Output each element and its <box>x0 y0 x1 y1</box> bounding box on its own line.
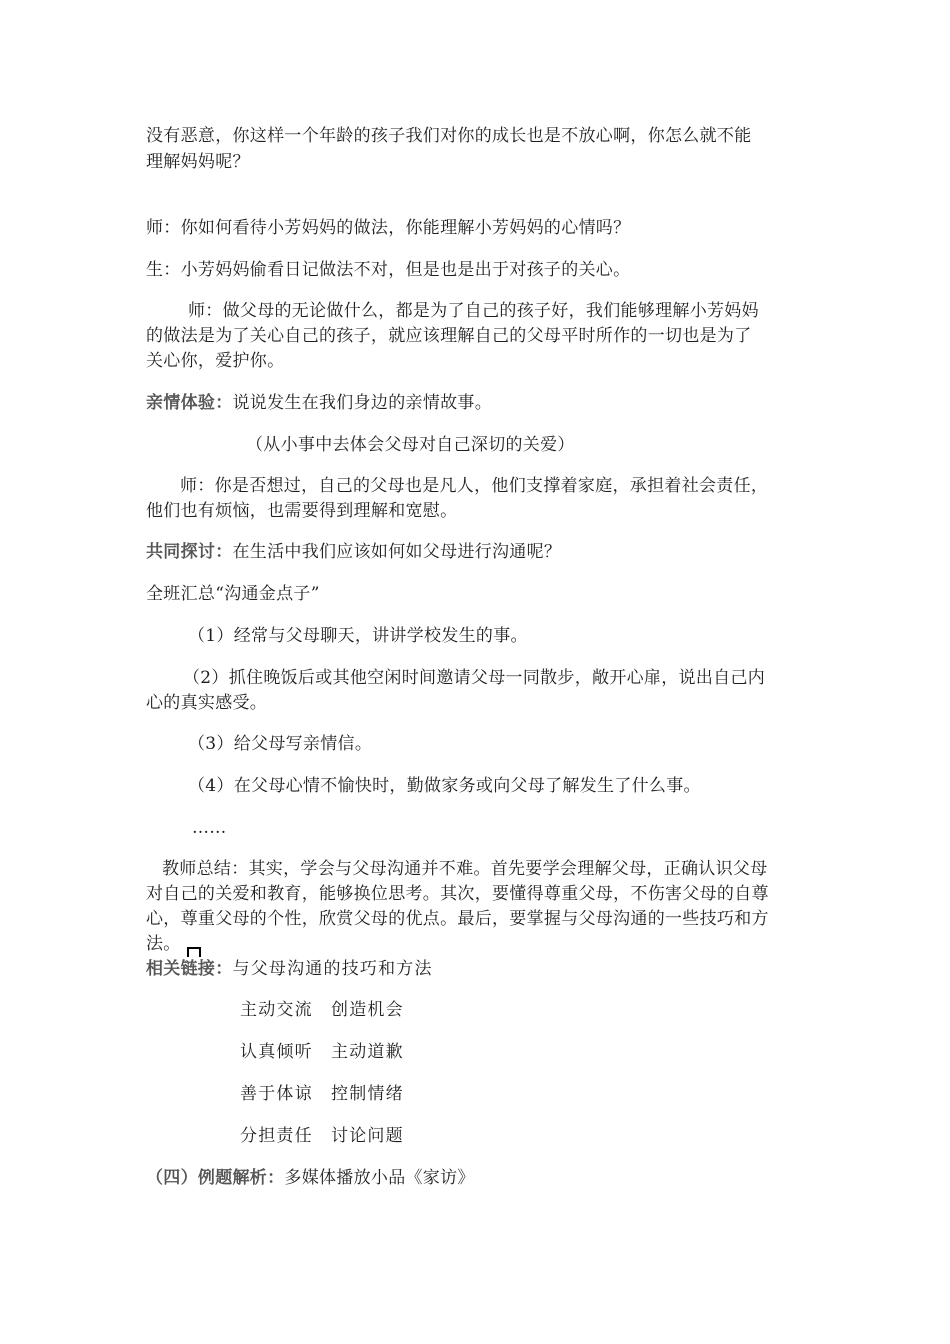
list-item: （3）给父母写亲情信。 <box>188 734 373 754</box>
tips-row: 主动交流 创造机会 <box>240 1000 404 1020</box>
text-cursor-mark <box>187 947 201 957</box>
section-example-analysis <box>146 1166 475 1190</box>
tips-row: 认真倾听 主动道歉 <box>240 1042 404 1062</box>
paragraph-line: 关心你，爱护你。 <box>146 351 285 371</box>
tips-row: 分担责任 讨论问题 <box>240 1126 404 1146</box>
ellipsis: …… <box>192 818 227 838</box>
list-item: （2）抓住晚饭后或其他空闲时间邀请父母一同散步，敞开心扉，说出自己内 <box>183 668 766 688</box>
paragraph-line: 法。 <box>146 934 181 954</box>
section-label: 共同探讨： <box>146 542 233 562</box>
paragraph-line: 全班汇总“沟通金点子” <box>146 584 320 604</box>
paragraph-line: 教师总结：其实，学会与父母沟通并不难。首先要学会理解父母，正确认识父母 <box>162 859 768 879</box>
section-related-links <box>146 957 433 981</box>
section-label: 亲情体验： <box>146 393 233 413</box>
paragraph-line: 对自己的关爱和教育，能够换位思考。其次，要懂得尊重父母，不伤害父母的自尊 <box>146 884 769 904</box>
section-discussion <box>146 540 561 564</box>
paragraph-line: 的做法是为了关心自己的孩子，就应该理解自己的父母平时所作的一切也是为了 <box>146 326 752 346</box>
paragraph-line: 师：做父母的无论做什么，都是为了自己的孩子好，我们能够理解小芳妈妈 <box>188 301 759 321</box>
paragraph-line: 没有恶意，你这样一个年龄的孩子我们对你的成长也是不放心啊，你怎么就不能 <box>146 126 752 146</box>
dialogue-student: 生：小芳妈妈偷看日记做法不对，但是也是出于对孩子的关心。 <box>146 260 631 280</box>
paragraph-line: 他们也有烦恼，也需要得到理解和宽慰。 <box>146 501 458 521</box>
dialogue-teacher: 师：你如何看待小芳妈妈的做法，你能理解小芳妈妈的心情吗？ <box>146 218 631 238</box>
paragraph-line: （从小事中去体会父母对自己深切的关爱） <box>246 435 575 455</box>
section-label: （四）例题解析： <box>146 1168 285 1188</box>
section-family-experience <box>146 391 492 415</box>
paragraph-line: 心，尊重父母的个性，欣赏父母的优点。最后，要掌握与父母沟通的一些技巧和方 <box>146 909 769 929</box>
section-text: 在生活中我们应该如何如父母进行沟通呢？ <box>232 542 562 562</box>
section-text: 说说发生在我们身边的亲情故事。 <box>232 393 492 413</box>
section-text: 与父母沟通的技巧和方法 <box>232 959 433 979</box>
section-text: 多媒体播放小品《家访》 <box>284 1168 475 1188</box>
paragraph-line: 理解妈妈呢？ <box>146 152 250 172</box>
section-label: 相关链接： <box>146 959 233 979</box>
tips-row: 善于体谅 控制情绪 <box>240 1084 404 1104</box>
list-item: （4）在父母心情不愉快时，勤做家务或向父母了解发生了什么事。 <box>188 776 701 796</box>
list-item: 心的真实感受。 <box>146 693 268 713</box>
paragraph-line: 师：你是否想过，自己的父母也是凡人，他们支撑着家庭，承担着社会责任， <box>180 476 769 496</box>
list-item: （1）经常与父母聊天，讲讲学校发生的事。 <box>188 626 528 646</box>
